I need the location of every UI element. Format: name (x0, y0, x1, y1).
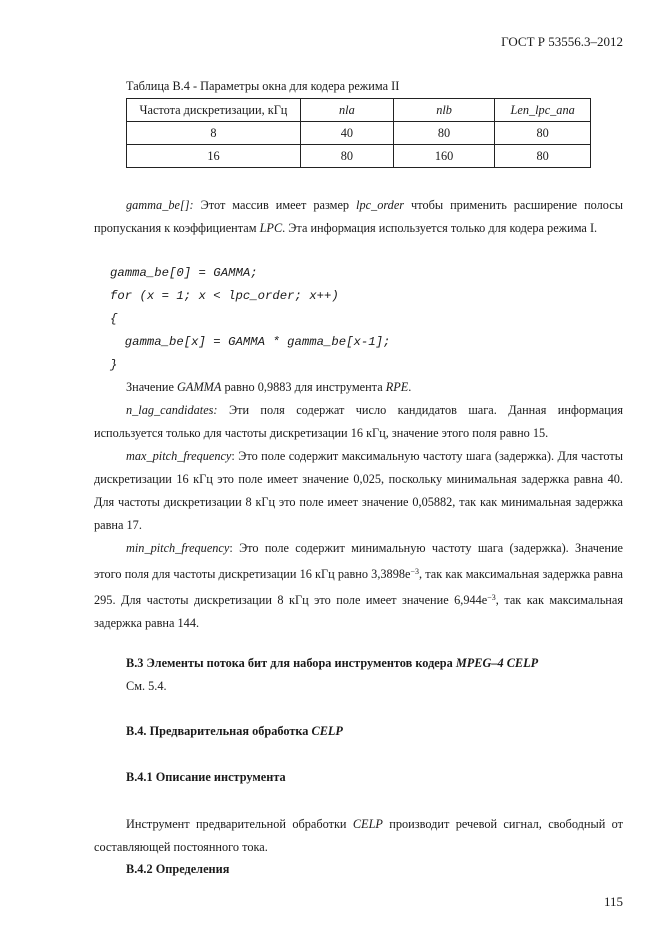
max-pitch-paragraph (94, 445, 623, 537)
heading-text: CELP (311, 724, 343, 738)
code-line: { (110, 312, 118, 326)
variable: lpc_order (356, 198, 405, 212)
table-header-row (127, 99, 591, 122)
text: Этот массив имеет размер (193, 198, 357, 212)
table-cell: 80 (495, 145, 591, 168)
heading-text: В.3 Элементы потока бит для набора инструментов кодера (126, 656, 456, 670)
variable: RPE (385, 380, 409, 394)
table-row (127, 122, 591, 145)
gamma-be-paragraph (94, 194, 623, 240)
exponent: −3 (410, 567, 419, 576)
text: , так как максимальная задержка равна 295. Для частоты дискретизации 8 кГц это поле имеет значение 6,944e (94, 567, 624, 607)
window-parameters-table (126, 98, 591, 168)
term: gamma_be[]: (126, 198, 194, 212)
document-header: ГОСТ Р 53556.3–2012 (501, 34, 623, 49)
heading-text: MPEG–4 CELP (455, 656, 539, 670)
code-line: gamma_be[x] = GAMMA * gamma_be[x-1]; (110, 335, 391, 349)
column-header: nla (300, 99, 393, 122)
table-cell: 80 (300, 145, 393, 168)
table-row (127, 145, 591, 168)
term: min_pitch_frequency (126, 541, 230, 555)
column-header: Len_lpc_ana (495, 99, 591, 122)
section-reference: См. 5.4. (126, 679, 167, 693)
term: n_lag_candidates: (126, 403, 218, 417)
term: max_pitch_frequency (126, 449, 232, 463)
text: чтобы применить расширение полосы пропускания к коэффициентам (94, 198, 623, 235)
text: : Это поле содержит максимальную частоту шага (задержка). Для частоты дискретизации 16 кГц это поле имеет значение 0,025, поскольку минимальная задержка равна 40. Для частоты дискретизации 8 кГц это поле имеет значение 0,05882, так как минимальная задержка равна 17. (94, 449, 623, 532)
column-header: nlb (393, 99, 495, 122)
column-header: Частота дискретизации, кГц (127, 99, 301, 122)
table-cell: 16 (127, 145, 301, 168)
min-pitch-paragraph (94, 537, 623, 635)
table-cell: 80 (495, 122, 591, 145)
text: равно 0,9883 для инструмента (221, 380, 386, 394)
code-line: gamma_be[0] = GAMMA; (110, 266, 258, 280)
heading-text: В.4. Предварительная обработка (126, 724, 312, 738)
text: Эти поля содержат число кандидатов шага. Данная информация используется только для частоты дискретизации 16 кГц, значение этого поля равно 15. (94, 403, 623, 440)
text: , так как максимальная задержка равна 144. (94, 593, 623, 630)
section-heading-b41: В.4.1 Описание инструмента (126, 770, 286, 784)
text: Инструмент предварительной обработки (126, 817, 353, 831)
table-cell: 8 (127, 122, 301, 145)
gamma-value-line (126, 376, 411, 399)
section-heading-b4 (126, 720, 343, 743)
table-cell: 160 (393, 145, 495, 168)
table-caption: Таблица В.4 - Параметры окна для кодера режима II (126, 79, 400, 93)
section-heading-b3 (126, 652, 538, 675)
exponent: −3 (487, 593, 496, 602)
celp-description-paragraph (94, 813, 623, 859)
table-cell: 40 (300, 122, 393, 145)
text: . Эта информация используется только для кодера режима I. (282, 221, 598, 235)
text: производит речевой сигнал, свободный от составляющей постоянного тока. (94, 817, 624, 854)
variable: LPC (259, 221, 283, 235)
table-cell: 80 (393, 122, 495, 145)
code-line: for (x = 1; x < lpc_order; x++) (110, 289, 339, 303)
variable: CELP (352, 817, 383, 831)
n-lag-candidates-paragraph (94, 399, 623, 445)
text: : Это поле содержит минимальную частоту шага (задержка). Значение этого поля для частоты дискретизации 16 кГц равно 3,3898e (94, 541, 623, 581)
variable: GAMMA (177, 380, 222, 394)
text: . (408, 380, 412, 394)
section-heading-b42: В.4.2 Определения (126, 862, 230, 876)
code-line: } (110, 358, 118, 372)
page-number: 115 (603, 894, 623, 909)
text: Значение (126, 380, 178, 394)
